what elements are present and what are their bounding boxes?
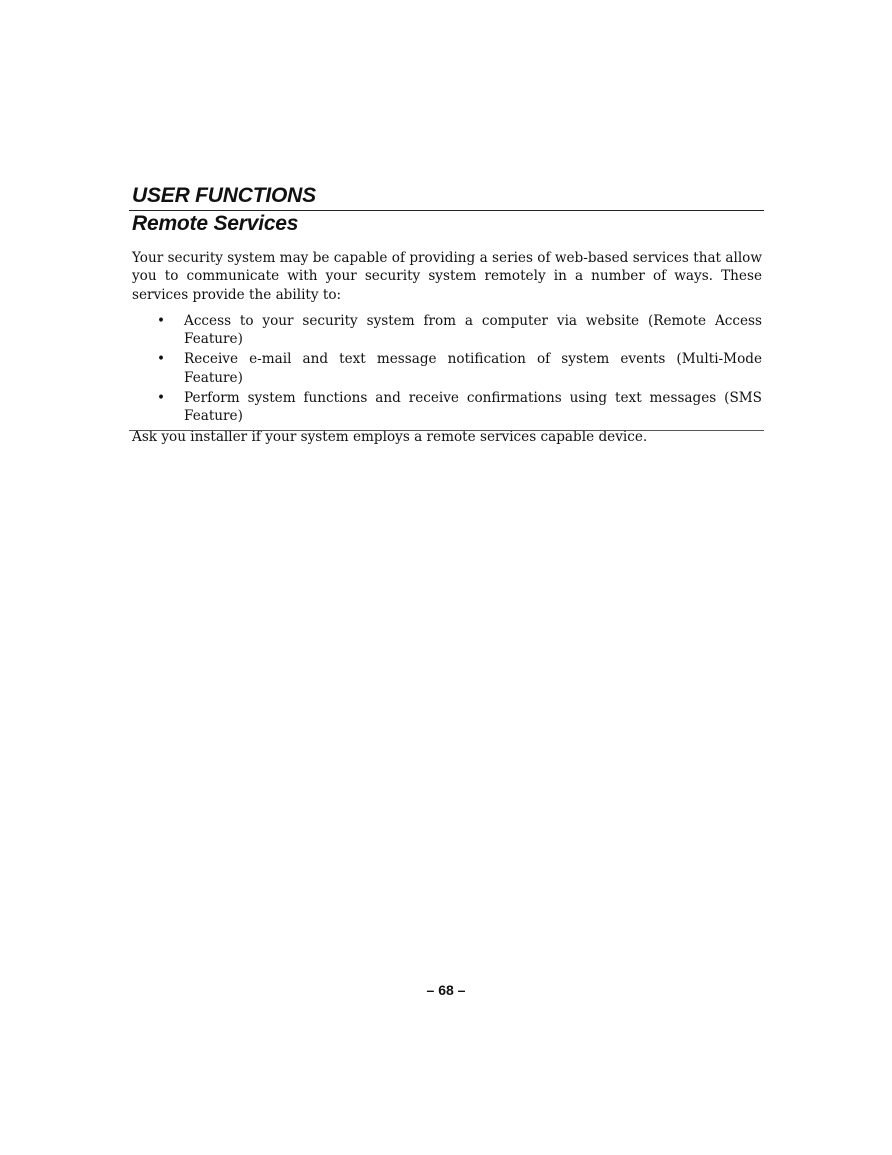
list-item-text: Perform system functions and receive confirmations using text messages (SMS Feature) <box>184 390 762 425</box>
list-item <box>132 389 762 426</box>
sub-title: Remote Services <box>132 212 299 235</box>
section-header <box>129 183 764 237</box>
list-item-text: Receive e-mail and text message notification of system events (Multi-Mode Feature) <box>184 351 762 386</box>
list-item <box>132 312 762 349</box>
bullet-icon: • <box>157 312 166 329</box>
bullet-icon: • <box>157 351 166 368</box>
list-item-text: Access to your security system from a computer via website (Remote Access Feature) <box>184 312 762 348</box>
closing-paragraph: Ask you installer if your system employs a remote services capable device. <box>132 428 648 445</box>
page-number: – 68 – <box>426 982 466 998</box>
bullet-icon: • <box>157 390 166 407</box>
feature-list <box>132 312 762 426</box>
section-title: USER FUNCTIONS <box>132 184 316 207</box>
intro-paragraph: Your security system may be capable of providing a series of web-based services that allow you to communicate with your security system remotely in a number of ways. These services provide the ability to: <box>132 250 762 303</box>
section-end-rule <box>129 430 764 431</box>
list-item <box>132 350 762 387</box>
body-text <box>132 249 762 446</box>
